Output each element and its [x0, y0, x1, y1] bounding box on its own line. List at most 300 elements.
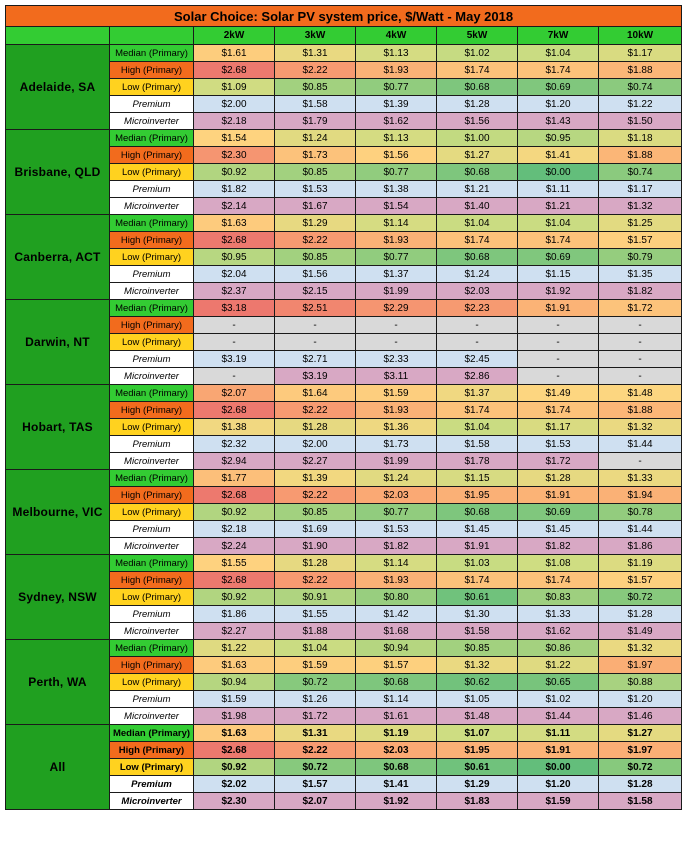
price-cell: $1.57	[356, 657, 437, 674]
price-cell: $1.72	[518, 453, 599, 470]
price-cell: $1.82	[599, 283, 682, 300]
price-cell: $1.74	[518, 402, 599, 419]
price-cell: $1.04	[275, 640, 356, 657]
price-cell: $2.51	[275, 300, 356, 317]
price-cell: $1.24	[275, 130, 356, 147]
price-cell: $1.91	[518, 742, 599, 759]
price-cell: $2.23	[437, 300, 518, 317]
price-cell: $1.17	[599, 181, 682, 198]
price-cell: $1.93	[356, 572, 437, 589]
row-label-high: High (Primary)	[110, 657, 194, 674]
price-cell: $1.03	[437, 555, 518, 572]
price-cell: $1.88	[599, 402, 682, 419]
price-cell: $1.62	[518, 623, 599, 640]
price-cell: $1.28	[275, 555, 356, 572]
price-cell: $1.11	[518, 181, 599, 198]
price-cell: $2.04	[194, 266, 275, 283]
price-cell: $2.22	[275, 232, 356, 249]
row-label-median: Median (Primary)	[110, 470, 194, 487]
price-cell: $1.08	[518, 555, 599, 572]
row-label-low: Low (Primary)	[110, 759, 194, 776]
price-cell: $0.74	[599, 164, 682, 181]
price-cell: $1.56	[356, 147, 437, 164]
price-cell: $1.53	[275, 181, 356, 198]
price-cell: $2.18	[194, 113, 275, 130]
price-cell: $1.53	[356, 521, 437, 538]
region-label: Sydney, NSW	[6, 555, 110, 640]
table-row	[6, 215, 682, 232]
price-cell: $1.59	[194, 691, 275, 708]
row-label-low: Low (Primary)	[110, 674, 194, 691]
price-cell: $1.58	[437, 436, 518, 453]
price-cell: $1.46	[599, 708, 682, 725]
price-cell: $0.77	[356, 249, 437, 266]
price-cell: $0.68	[437, 249, 518, 266]
price-cell: $0.78	[599, 504, 682, 521]
price-cell: $2.68	[194, 232, 275, 249]
price-cell: $1.28	[599, 776, 682, 793]
price-cell: $1.37	[437, 385, 518, 402]
price-cell: $1.74	[437, 62, 518, 79]
price-cell: $0.69	[518, 504, 599, 521]
price-cell: $1.42	[356, 606, 437, 623]
region-label: Canberra, ACT	[6, 215, 110, 300]
price-cell: $2.37	[194, 283, 275, 300]
corner-cell	[6, 27, 110, 45]
row-label-high: High (Primary)	[110, 232, 194, 249]
price-cell: $1.41	[518, 147, 599, 164]
price-cell: $1.27	[599, 725, 682, 742]
table-row	[6, 555, 682, 572]
row-label-micro: Microinverter	[110, 708, 194, 725]
region-label: Brisbane, QLD	[6, 130, 110, 215]
price-cell: $1.24	[437, 266, 518, 283]
price-cell: $1.27	[437, 147, 518, 164]
region-label: Hobart, TAS	[6, 385, 110, 470]
price-cell: $1.58	[437, 623, 518, 640]
price-cell: $1.39	[275, 470, 356, 487]
row-label-premium: Premium	[110, 521, 194, 538]
row-label-high: High (Primary)	[110, 402, 194, 419]
price-cell: $0.68	[356, 759, 437, 776]
column-header-10kw: 10kW	[599, 27, 682, 45]
price-cell: -	[437, 334, 518, 351]
price-cell: $2.29	[356, 300, 437, 317]
row-label-low: Low (Primary)	[110, 164, 194, 181]
region-label: All	[6, 725, 110, 810]
price-cell: $1.63	[194, 725, 275, 742]
price-cell: $1.74	[437, 572, 518, 589]
price-cell: $1.74	[437, 402, 518, 419]
row-label-low: Low (Primary)	[110, 419, 194, 436]
price-cell: $0.94	[194, 674, 275, 691]
price-cell: $2.68	[194, 487, 275, 504]
price-cell: $1.28	[437, 96, 518, 113]
price-cell: $2.03	[356, 742, 437, 759]
row-label-premium: Premium	[110, 351, 194, 368]
price-cell: $1.97	[599, 742, 682, 759]
price-cell: $2.03	[437, 283, 518, 300]
price-cell: $1.04	[518, 45, 599, 62]
price-cell: $1.82	[194, 181, 275, 198]
price-cell: $2.22	[275, 487, 356, 504]
price-cell: $1.20	[599, 691, 682, 708]
row-label-premium: Premium	[110, 776, 194, 793]
row-label-high: High (Primary)	[110, 147, 194, 164]
price-cell: $1.37	[356, 266, 437, 283]
price-cell: $0.79	[599, 249, 682, 266]
price-cell: $1.90	[275, 538, 356, 555]
price-cell: $2.30	[194, 147, 275, 164]
row-label-micro: Microinverter	[110, 368, 194, 385]
price-cell: $2.02	[194, 776, 275, 793]
price-cell: $1.82	[518, 538, 599, 555]
price-cell: $1.45	[518, 521, 599, 538]
price-cell: $1.48	[599, 385, 682, 402]
table-row	[6, 385, 682, 402]
row-label-median: Median (Primary)	[110, 130, 194, 147]
price-cell: $1.83	[437, 793, 518, 810]
price-cell: $1.91	[437, 538, 518, 555]
price-cell: $2.22	[275, 572, 356, 589]
price-cell: $1.73	[356, 436, 437, 453]
price-cell: $1.54	[356, 198, 437, 215]
price-cell: $1.25	[599, 215, 682, 232]
row-label-low: Low (Primary)	[110, 249, 194, 266]
price-cell: $0.72	[599, 589, 682, 606]
price-cell: $0.62	[437, 674, 518, 691]
price-cell: $1.68	[356, 623, 437, 640]
price-cell: $1.92	[356, 793, 437, 810]
row-label-median: Median (Primary)	[110, 215, 194, 232]
row-label-micro: Microinverter	[110, 538, 194, 555]
price-cell: $1.79	[275, 113, 356, 130]
price-cell: $1.33	[518, 606, 599, 623]
price-cell: $2.07	[194, 385, 275, 402]
price-cell: -	[356, 317, 437, 334]
price-cell: $2.27	[275, 453, 356, 470]
price-cell: $0.68	[437, 79, 518, 96]
row-label-micro: Microinverter	[110, 453, 194, 470]
price-cell: $1.53	[518, 436, 599, 453]
price-cell: $1.93	[356, 62, 437, 79]
price-cell: $1.74	[518, 572, 599, 589]
price-cell: $0.88	[599, 674, 682, 691]
price-cell: $1.74	[437, 232, 518, 249]
price-cell: $1.24	[356, 470, 437, 487]
price-cell: $1.32	[599, 419, 682, 436]
price-cell: $0.92	[194, 589, 275, 606]
row-label-high: High (Primary)	[110, 62, 194, 79]
row-label-premium: Premium	[110, 266, 194, 283]
price-cell: $0.72	[275, 759, 356, 776]
price-cell: $1.26	[275, 691, 356, 708]
price-cell: $0.68	[437, 504, 518, 521]
price-cell: $0.80	[356, 589, 437, 606]
row-label-high: High (Primary)	[110, 487, 194, 504]
price-cell: $1.22	[518, 657, 599, 674]
price-cell: $1.28	[599, 606, 682, 623]
price-cell: $0.72	[275, 674, 356, 691]
price-cell: $1.95	[437, 487, 518, 504]
price-cell: $1.56	[437, 113, 518, 130]
row-label-micro: Microinverter	[110, 283, 194, 300]
price-cell: $1.09	[194, 79, 275, 96]
price-cell: $2.71	[275, 351, 356, 368]
price-cell: $1.88	[275, 623, 356, 640]
price-cell: $3.19	[194, 351, 275, 368]
price-cell: $1.15	[437, 470, 518, 487]
price-cell: $1.59	[275, 657, 356, 674]
price-cell: $1.04	[437, 215, 518, 232]
price-cell: $2.68	[194, 402, 275, 419]
price-cell: $0.77	[356, 79, 437, 96]
price-cell: $1.30	[437, 606, 518, 623]
price-cell: $1.63	[194, 657, 275, 674]
price-cell: $1.22	[194, 640, 275, 657]
row-label-micro: Microinverter	[110, 793, 194, 810]
price-table	[5, 5, 682, 810]
price-cell: $0.86	[518, 640, 599, 657]
table-row	[6, 725, 682, 742]
price-cell: $1.13	[356, 130, 437, 147]
table-row	[6, 470, 682, 487]
price-cell: $1.72	[275, 708, 356, 725]
price-cell: $1.22	[599, 96, 682, 113]
price-cell: $0.61	[437, 759, 518, 776]
price-cell: $1.35	[599, 266, 682, 283]
price-cell: $1.13	[356, 45, 437, 62]
price-cell: $1.29	[437, 776, 518, 793]
price-cell: $2.00	[194, 96, 275, 113]
price-cell: $1.77	[194, 470, 275, 487]
price-cell: -	[194, 317, 275, 334]
price-cell: $1.57	[599, 572, 682, 589]
price-cell: $1.64	[275, 385, 356, 402]
price-cell: $1.28	[275, 419, 356, 436]
price-cell: $1.32	[599, 198, 682, 215]
price-cell: $2.22	[275, 742, 356, 759]
row-label-low: Low (Primary)	[110, 589, 194, 606]
price-cell: $2.24	[194, 538, 275, 555]
column-header-7kw: 7kW	[518, 27, 599, 45]
price-cell: $0.68	[437, 164, 518, 181]
price-cell: $2.03	[356, 487, 437, 504]
price-cell: $1.21	[437, 181, 518, 198]
column-header-4kw: 4kW	[356, 27, 437, 45]
row-label-median: Median (Primary)	[110, 300, 194, 317]
price-cell: $1.45	[437, 521, 518, 538]
price-cell: $2.68	[194, 572, 275, 589]
price-cell: $0.85	[275, 79, 356, 96]
price-cell: -	[275, 317, 356, 334]
price-cell: $1.14	[356, 691, 437, 708]
row-label-median: Median (Primary)	[110, 385, 194, 402]
price-cell: $1.61	[356, 708, 437, 725]
price-cell: $0.61	[437, 589, 518, 606]
price-cell: $2.94	[194, 453, 275, 470]
price-cell: $1.17	[518, 419, 599, 436]
price-cell: -	[599, 453, 682, 470]
row-label-high: High (Primary)	[110, 742, 194, 759]
price-cell: $0.95	[518, 130, 599, 147]
price-cell: $1.49	[518, 385, 599, 402]
price-cell: $1.74	[518, 62, 599, 79]
price-cell: $1.54	[194, 130, 275, 147]
price-cell: $1.20	[518, 96, 599, 113]
price-cell: $1.98	[194, 708, 275, 725]
column-header-3kw: 3kW	[275, 27, 356, 45]
price-cell: $1.31	[275, 45, 356, 62]
price-cell: -	[437, 317, 518, 334]
column-header-5kw: 5kW	[437, 27, 518, 45]
column-header-2kw: 2kW	[194, 27, 275, 45]
table-body	[6, 45, 682, 810]
region-label: Perth, WA	[6, 640, 110, 725]
region-label: Darwin, NT	[6, 300, 110, 385]
price-cell: $1.58	[275, 96, 356, 113]
table-row	[6, 130, 682, 147]
price-cell: $1.91	[518, 487, 599, 504]
price-cell: $1.48	[437, 708, 518, 725]
price-cell: $1.93	[356, 402, 437, 419]
price-cell: $1.97	[599, 657, 682, 674]
row-label-median: Median (Primary)	[110, 555, 194, 572]
price-cell: $0.95	[194, 249, 275, 266]
price-cell: $1.55	[194, 555, 275, 572]
price-cell: $1.15	[518, 266, 599, 283]
row-label-premium: Premium	[110, 181, 194, 198]
price-cell: $2.30	[194, 793, 275, 810]
price-cell: $2.14	[194, 198, 275, 215]
price-cell: $0.83	[518, 589, 599, 606]
price-cell: $1.07	[437, 725, 518, 742]
table-row	[6, 45, 682, 62]
price-cell: -	[599, 317, 682, 334]
price-cell: $0.85	[437, 640, 518, 657]
price-cell: $1.49	[599, 623, 682, 640]
region-label: Melbourne, VIC	[6, 470, 110, 555]
price-cell: -	[518, 368, 599, 385]
table-title: Solar Choice: Solar PV system price, $/Watt - May 2018	[6, 6, 682, 27]
price-cell: $1.59	[518, 793, 599, 810]
price-cell: $1.92	[518, 283, 599, 300]
price-cell: $1.74	[518, 232, 599, 249]
price-cell: $1.14	[356, 555, 437, 572]
row-label-premium: Premium	[110, 606, 194, 623]
price-cell: $1.88	[599, 62, 682, 79]
price-cell: $1.63	[194, 215, 275, 232]
price-cell: $2.68	[194, 742, 275, 759]
price-cell: $3.18	[194, 300, 275, 317]
row-label-high: High (Primary)	[110, 317, 194, 334]
price-cell: $0.92	[194, 164, 275, 181]
price-cell: $1.57	[275, 776, 356, 793]
price-cell: $0.85	[275, 164, 356, 181]
price-cell: $0.74	[599, 79, 682, 96]
price-cell: $1.36	[356, 419, 437, 436]
price-cell: $1.02	[518, 691, 599, 708]
price-cell: $1.73	[275, 147, 356, 164]
price-cell: $1.21	[518, 198, 599, 215]
price-cell: $0.94	[356, 640, 437, 657]
price-cell: $1.44	[599, 521, 682, 538]
price-cell: $1.78	[437, 453, 518, 470]
price-cell: $0.68	[356, 674, 437, 691]
price-cell: $1.32	[599, 640, 682, 657]
column-header-row	[6, 27, 682, 45]
price-cell: $1.67	[275, 198, 356, 215]
price-cell: $1.44	[599, 436, 682, 453]
price-cell: $0.91	[275, 589, 356, 606]
price-cell: $1.04	[437, 419, 518, 436]
price-cell: $2.15	[275, 283, 356, 300]
row-label-low: Low (Primary)	[110, 79, 194, 96]
price-cell: $1.86	[194, 606, 275, 623]
price-cell: $2.22	[275, 62, 356, 79]
price-cell: $1.55	[275, 606, 356, 623]
price-cell: $1.38	[194, 419, 275, 436]
price-cell: $1.61	[194, 45, 275, 62]
price-cell: $1.41	[356, 776, 437, 793]
price-cell: $0.69	[518, 79, 599, 96]
price-cell: $1.14	[356, 215, 437, 232]
row-label-low: Low (Primary)	[110, 504, 194, 521]
price-cell: -	[518, 351, 599, 368]
price-cell: $1.29	[275, 215, 356, 232]
row-label-median: Median (Primary)	[110, 725, 194, 742]
row-label-micro: Microinverter	[110, 113, 194, 130]
price-cell: $1.05	[437, 691, 518, 708]
price-cell: $1.18	[599, 130, 682, 147]
price-cell: $1.00	[437, 130, 518, 147]
price-cell: -	[599, 368, 682, 385]
price-cell: $1.93	[356, 232, 437, 249]
price-cell: $0.92	[194, 504, 275, 521]
price-cell: $1.20	[518, 776, 599, 793]
price-cell: -	[599, 334, 682, 351]
price-cell: $0.00	[518, 164, 599, 181]
row-label-premium: Premium	[110, 691, 194, 708]
row-label-premium: Premium	[110, 96, 194, 113]
price-cell: $1.82	[356, 538, 437, 555]
price-cell: -	[356, 334, 437, 351]
price-cell: $1.19	[356, 725, 437, 742]
price-cell: $1.59	[356, 385, 437, 402]
price-cell: $3.19	[275, 368, 356, 385]
price-cell: $2.68	[194, 62, 275, 79]
price-cell: $1.56	[275, 266, 356, 283]
corner-cell-label	[110, 27, 194, 45]
price-cell: $0.92	[194, 759, 275, 776]
price-cell: $1.88	[599, 147, 682, 164]
table-row	[6, 640, 682, 657]
price-cell: $2.18	[194, 521, 275, 538]
price-cell: $1.19	[599, 555, 682, 572]
table-row	[6, 300, 682, 317]
price-cell: $1.44	[518, 708, 599, 725]
price-cell: $1.72	[599, 300, 682, 317]
row-label-median: Median (Primary)	[110, 640, 194, 657]
row-label-micro: Microinverter	[110, 623, 194, 640]
price-cell: $1.32	[437, 657, 518, 674]
price-cell: $1.02	[437, 45, 518, 62]
price-cell: $1.04	[518, 215, 599, 232]
price-cell: $0.85	[275, 504, 356, 521]
price-cell: $1.28	[518, 470, 599, 487]
price-cell: $1.94	[599, 487, 682, 504]
price-cell: $1.40	[437, 198, 518, 215]
